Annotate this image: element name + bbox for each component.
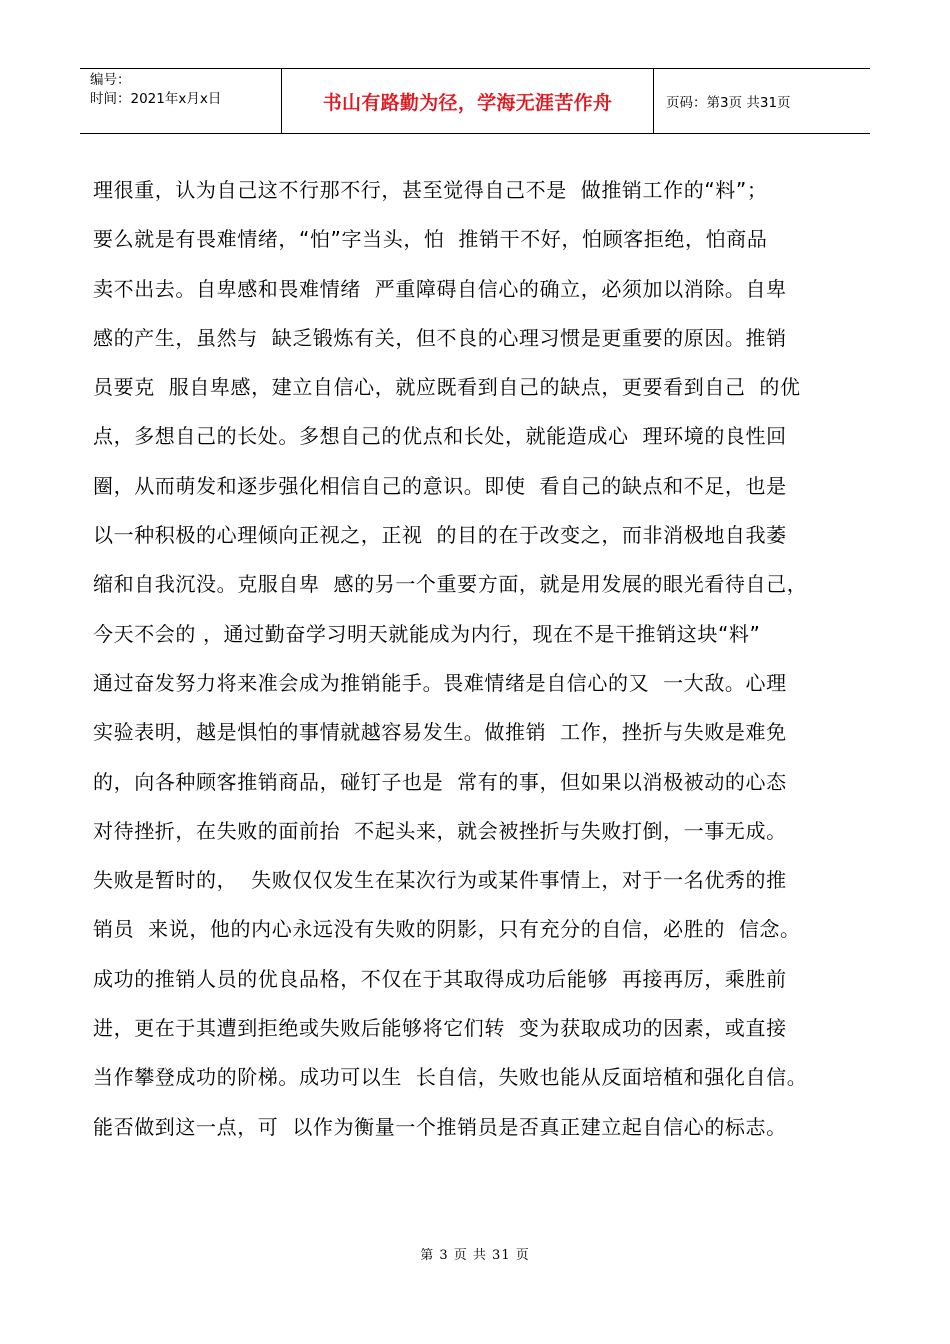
text-line: 卖不出去。自卑感和畏难情绪 严重障碍自信心的确立，必须加以消除。自卑 (93, 276, 787, 301)
text-line: 销员 来说，他的内心永远没有失败的阴影，只有充分的自信，必胜的 信念。 (93, 917, 801, 942)
text-line: 以一种积极的心理倾向正视之，正视 的目的在于改变之，而非消极地自我萎 (93, 523, 787, 548)
text-line: 点，多想自己的长处。多想自己的优点和长处，就能造成心 理环境的良性回 (93, 424, 787, 449)
text-line: 要么就是有畏难情绪，“怕”字当头，怕 推销干不好，怕顾客拒绝，怕商品 (93, 227, 768, 252)
text-line: 当作攀登成功的阶梯。成功可以生 长自信，失败也能从反面培植和强化自信。 (93, 1065, 808, 1090)
text-line: 进，更在于其遭到拒绝或失败后能够将它们转 变为获取成功的因素，或直接 (93, 1016, 787, 1041)
document-header (80, 68, 870, 134)
text-line: 缩和自我沉没。克服自卑 感的另一个重要方面，就是用发展的眼光看待自己， (93, 572, 808, 597)
text-line: 的，向各种顾客推销商品，碰钉子也是 常有的事，但如果以消极被动的心态 (93, 769, 787, 794)
text-line: 对待挫折，在失败的面前抬 不起头来，就会被挫折与失败打倒，一事无成。 (93, 818, 787, 843)
text-line: 今天不会的 ，通过勤奋学习明天就能成为内行，现在不是干推销这块“料” (93, 621, 761, 646)
page-footer (0, 1244, 950, 1263)
page-info-cell (654, 69, 870, 133)
text-line: 感的产生，虽然与 缺乏锻炼有关，但不良的心理习惯是更重要的原因。推销 (93, 325, 787, 350)
text-line: 实验表明，越是惧怕的事情就越容易发生。做推销 工作，挫折与失败是难免 (93, 720, 787, 745)
header-motto: 书山有路勤为径，学海无涯苦作舟 (322, 91, 613, 114)
text-line: 通过奋发努力将来准会成为推销能手。畏难情绪是自信心的又 一大敌。心理 (93, 670, 787, 695)
text-line: 成功的推销人员的优良品格，不仅在于其取得成功后能够 再接再厉，乘胜前 (93, 966, 787, 991)
motto-cell (282, 69, 654, 133)
text-line: 圈，从而萌发和逐步强化相信自己的意识。即使 看自己的缺点和不足，也是 (93, 473, 787, 498)
serial-number-label: 编号： (90, 72, 131, 88)
text-line: 理很重，认为自己这不行那不行，甚至觉得自己不是 做推销工作的“料”； (93, 178, 768, 202)
date-label: 时间：2021年x月x日 (90, 91, 222, 107)
text-line: 员要克 服自卑感，建立自信心，就应既看到自己的缺点，更要看到自己 的优 (93, 375, 801, 400)
text-line: 失败是暂时的， 失败仅仅发生在某次行为或某件事情上，对于一名优秀的推 (93, 868, 787, 893)
header-page-info: 页码：第3页 共31页 (666, 95, 791, 111)
header-meta-cell (80, 69, 282, 133)
text-line: 能否做到这一点，可 以作为衡量一个推销员是否真正建立起自信心的标志。 (93, 1114, 787, 1139)
body-paragraph (93, 166, 883, 1152)
footer-page-number: 第 3 页 共 31 页 (420, 1248, 530, 1263)
